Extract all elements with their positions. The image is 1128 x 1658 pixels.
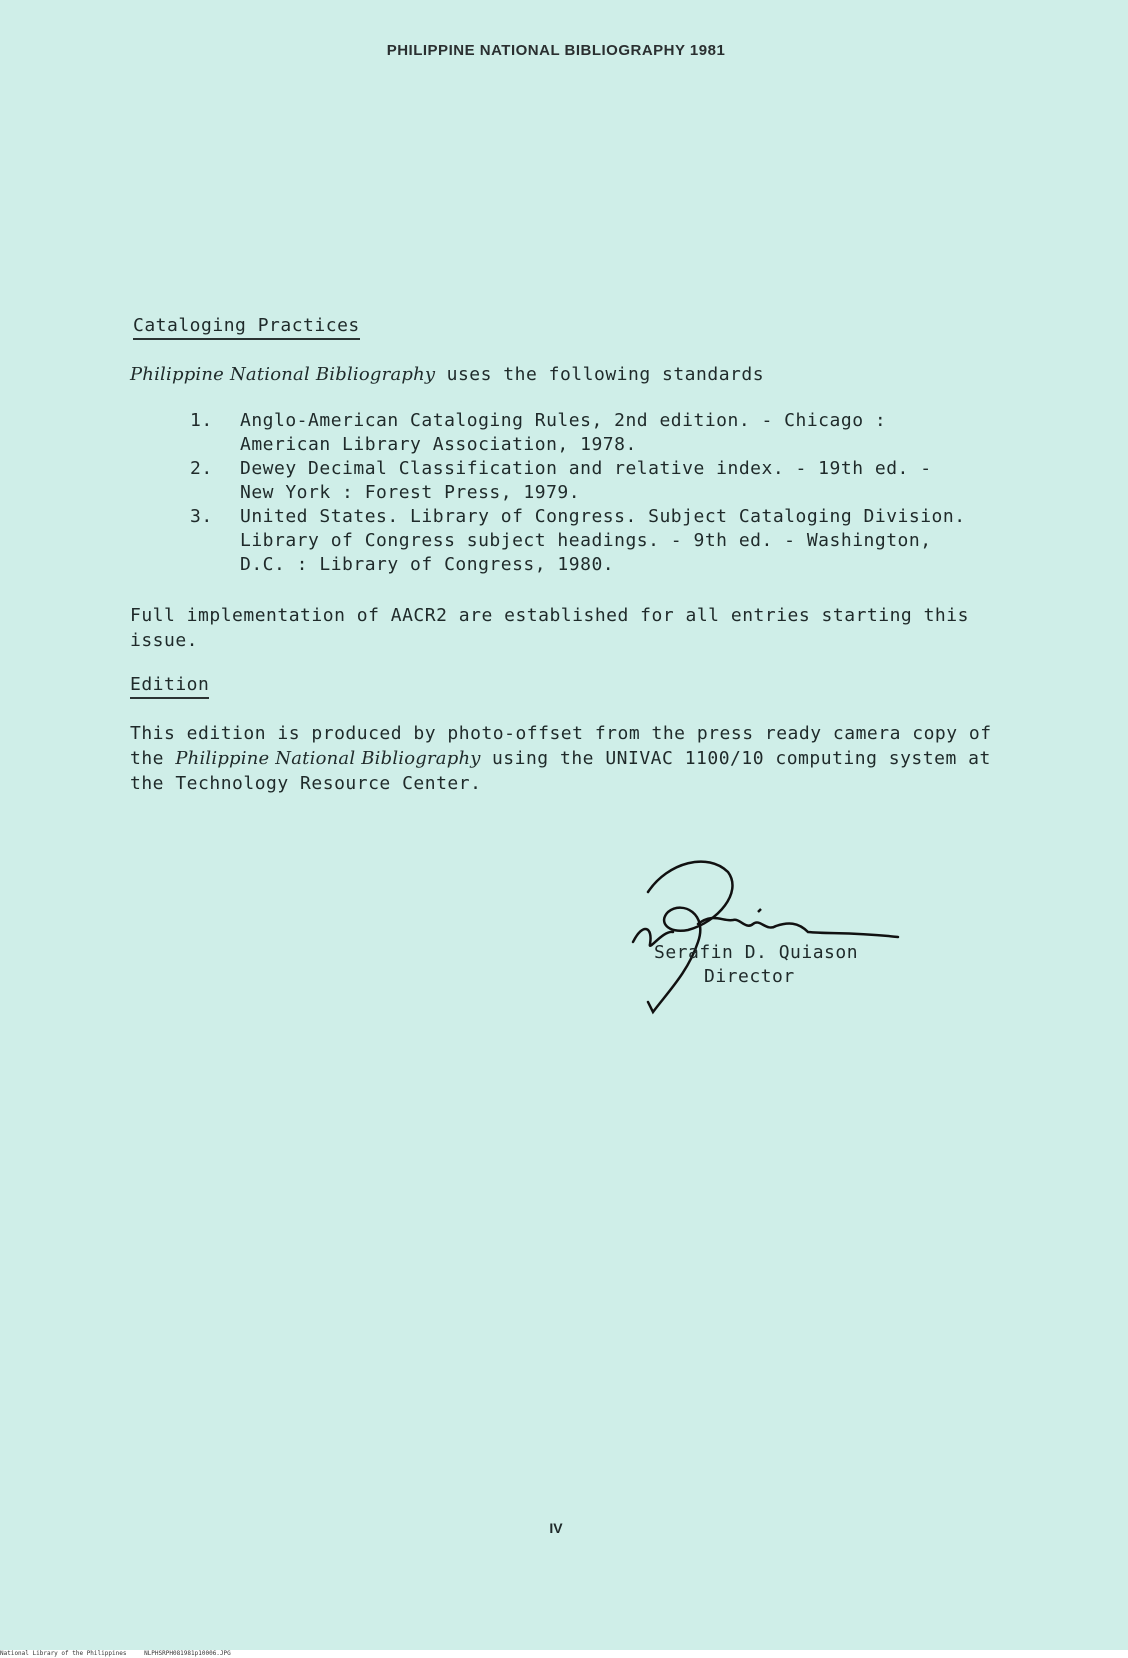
signatory-title: Director bbox=[704, 966, 795, 987]
cataloging-intro bbox=[130, 362, 1030, 387]
cataloging-practices-heading: Cataloging Practices bbox=[133, 315, 360, 340]
edition-heading: Edition bbox=[130, 674, 209, 699]
handwritten-signature bbox=[628, 852, 908, 1022]
implementation-note: Full implementation of AACR2 are established for all entries starting this issue. bbox=[130, 605, 969, 651]
list-item bbox=[190, 409, 1050, 457]
scan-footer bbox=[0, 1650, 1128, 1658]
edition-text bbox=[130, 721, 1030, 796]
standards-list bbox=[190, 409, 1050, 577]
list-item bbox=[190, 505, 1050, 577]
list-item-number: 1. bbox=[190, 410, 213, 431]
page-header: PHILIPPINE NATIONAL BIBLIOGRAPHY 1981 bbox=[386, 42, 726, 59]
footer-institution: National Library of the Philippines bbox=[0, 1650, 127, 1657]
edition-text-end: using the UNIVAC 1100/10 computing system at the Technology Resource Center. bbox=[130, 748, 991, 794]
list-item bbox=[190, 457, 1050, 505]
signatory-name: Serafin D. Quiason bbox=[654, 942, 859, 963]
list-item-number: 3. bbox=[190, 506, 213, 527]
edition-text-start: This edition is produced by photo-offset from the press ready camera copy of the bbox=[130, 723, 992, 769]
list-item-line: D.C. : Library of Congress, 1980. bbox=[240, 554, 615, 575]
intro-publication-title: Philippine National Bibliography bbox=[130, 364, 436, 385]
signature-block bbox=[628, 852, 908, 1022]
footer-filename: NLPHSRPH081981p10006.JPG bbox=[144, 1650, 231, 1657]
list-item-line: United States. Library of Congress. Subject Cataloging Division. bbox=[240, 506, 966, 527]
intro-text: uses the following standards bbox=[435, 364, 765, 385]
edition-publication-title: Philippine National Bibliography bbox=[175, 748, 481, 769]
page-number: IV bbox=[549, 1520, 563, 1536]
list-item-line: New York : Forest Press, 1979. bbox=[240, 482, 581, 503]
list-item-line: Dewey Decimal Classification and relative index. - 19th ed. - bbox=[240, 458, 932, 479]
list-item-line: Library of Congress subject headings. - 9th ed. - Washington, bbox=[240, 530, 932, 551]
list-item-number: 2. bbox=[190, 458, 213, 479]
list-item-line: Anglo-American Cataloging Rules, 2nd edition. - Chicago : bbox=[240, 410, 887, 431]
list-item-line: American Library Association, 1978. bbox=[240, 434, 637, 455]
